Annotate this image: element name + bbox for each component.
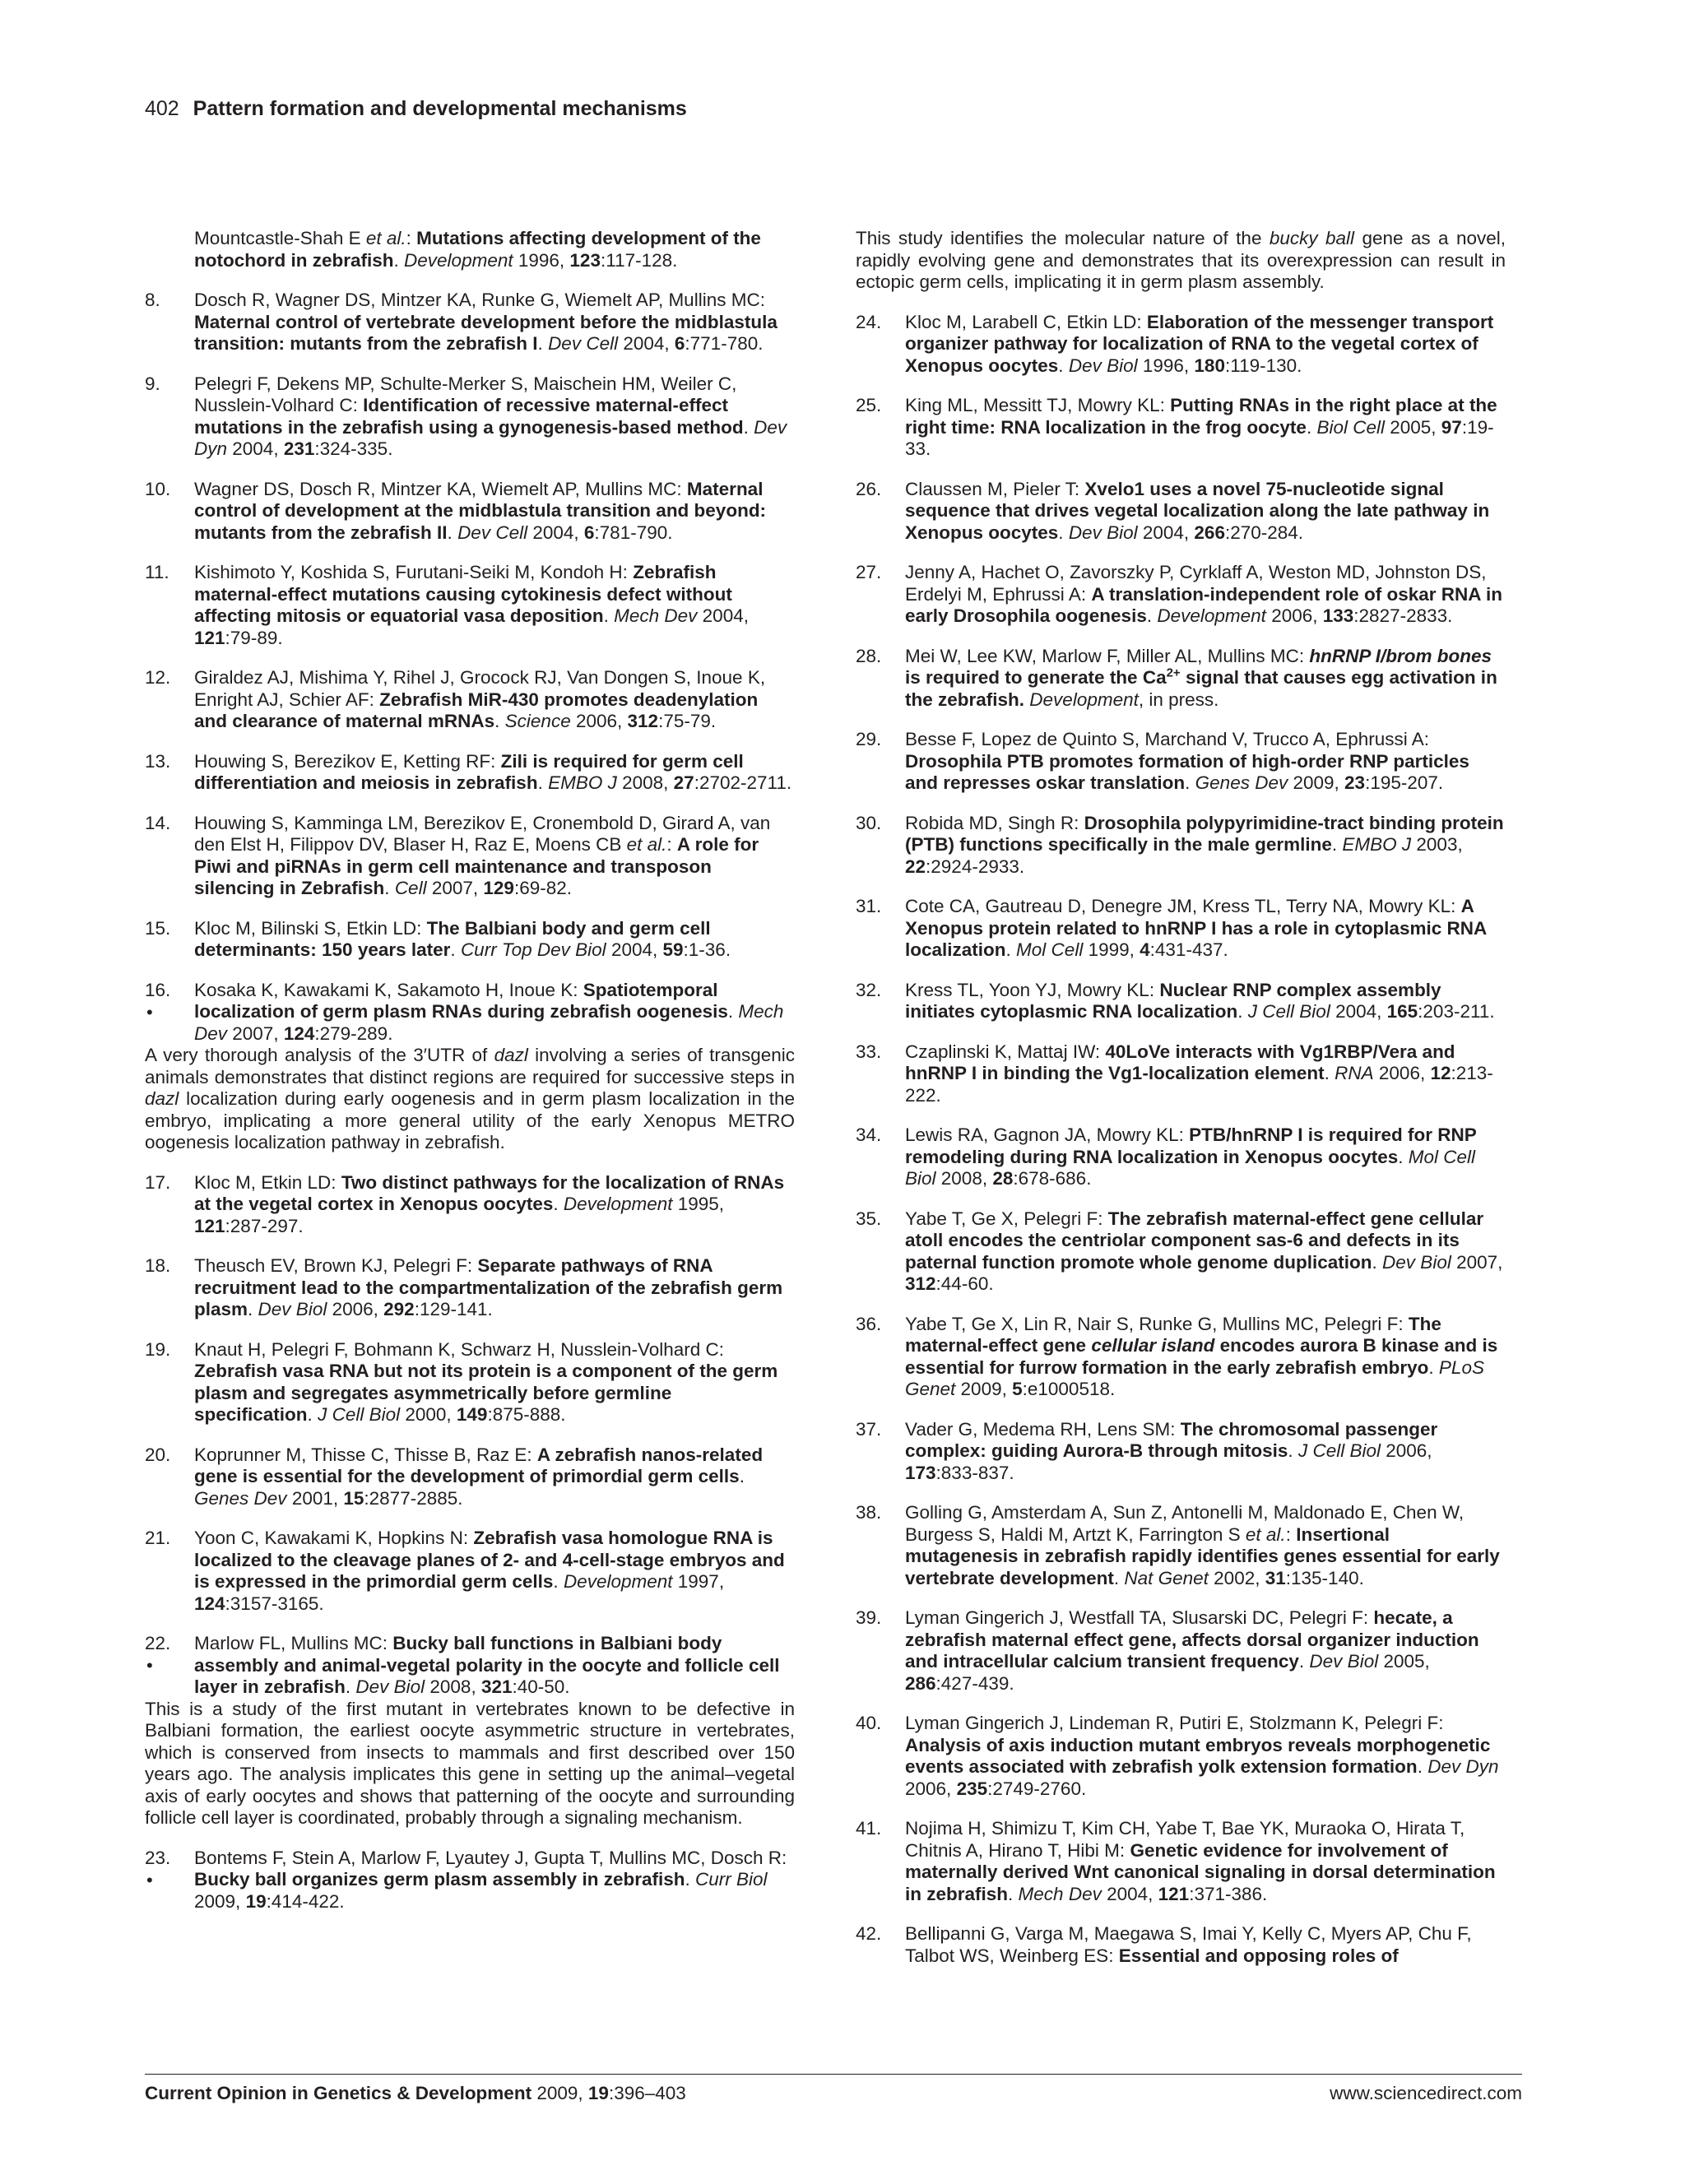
reference-column-right [856, 228, 1506, 1985]
reference-number: 42. [856, 1923, 882, 1944]
reference-number: 19. [145, 1338, 171, 1360]
reference-number: 40. [856, 1713, 882, 1733]
reference-annotation: This study identifies the molecular nature of the bucky ball gene as a novel, rapidly evolving gene and demonstrates that its overexpression can result in ectopic germ cells, implicating it in germ plasm assembly. [856, 228, 1506, 292]
reference-entry: 12. Giraldez AJ, Mishima Y, Rihel J, Grocock RJ, Van Dongen S, Inoue K, Enright AJ, Schier AF: Zebrafish MiR-430 promotes deadenylation and clearance of maternal mRNAs. Science 2006, 312:75-79. [145, 667, 766, 731]
reference-number: 31. [856, 896, 882, 916]
reference-number: 28. [856, 645, 882, 666]
reference-entry: 8. Dosch R, Wagner DS, Mintzer KA, Runke G, Wiemelt AP, Mullins MC: Maternal control of vertebrate development before the midblastula transition: mutants from the zebrafish I. Dev Cell 2004, 6:771-780. [145, 290, 778, 354]
reference-entry: 35. Yabe T, Ge X, Pelegri F: The zebrafish maternal-effect gene cellular atoll encodes the centriolar component sas-6 and defects in its paternal function promote whole genome duplication. Dev Biol 2007, 312:44-60. [856, 1208, 1503, 1294]
footer-url[interactable]: www.sciencedirect.com [1330, 2083, 1522, 2103]
running-head-title: Pattern formation and developmental mechanisms [193, 97, 687, 120]
reference-number: 38. [856, 1502, 882, 1523]
reference-number: 12. [145, 667, 171, 688]
reference-entry: Mountcastle-Shah E et al.: Mutations affecting development of the notochord in zebrafish. Development 1996, 123:117-128. [194, 228, 761, 271]
reference-entry: 28. Mei W, Lee KW, Marlow F, Miller AL, Mullins MC: hnRNP I/brom bones is required to generate the $Ca^{2+}$ signal that causes egg activation in the zebrafish. Development, in press. [856, 645, 1497, 710]
footer-year: 2009, [536, 2083, 583, 2103]
reference-entry: 16. • Kosaka K, Kawakami K, Sakamoto H, Inoue K: Spatiotemporal localization of germ plasm RNAs during zebrafish oogenesis. Mech Dev 2007, 124:279-289. [145, 979, 784, 1044]
footer-journal: Current Opinion in Genetics & Development [145, 2083, 532, 2103]
reference-entry: 22. • Marlow FL, Mullins MC: Bucky ball functions in Balbiani body assembly and animal-vegetal polarity in the oocyte and follicle cell layer in zebrafish. Dev Biol 2008, 321:40-50. [145, 1633, 780, 1697]
reference-entry: 30. Robida MD, Singh R: Drosophila polypyrimidine-tract binding protein (PTB) functions specifically in the male germline. EMBO J 2003, 22:2924-2933. [856, 812, 1504, 877]
reference-entry: 33. Czaplinski K, Mattaj IW: 40LoVe interacts with Vg1RBP/Vera and hnRNP I in binding the Vg1-localization element. RNA 2006, 12:213-222. [856, 1041, 1493, 1106]
reference-entry: 9. Pelegri F, Dekens MP, Schulte-Merker S, Maischein HM, Weiler C, Nusslein-Volhard C: Identification of recessive maternal-effect mutations in the zebrafish using a gynogenesis-based method. Dev Dyn 2004, 231:324-335. [145, 373, 787, 459]
reference-number: 27. [856, 562, 882, 582]
reference-number: 21. [145, 1528, 171, 1548]
page-number: 402 [145, 97, 179, 120]
reference-number: 14. [145, 812, 171, 833]
reference-number: 36. [856, 1313, 882, 1334]
reference-entry: 15. Kloc M, Bilinski S, Etkin LD: The Balbiani body and germ cell determinants: 150 years later. Curr Top Dev Biol 2004, 59:1-36. [145, 917, 731, 960]
reference-entry: 39. Lyman Gingerich J, Westfall TA, Slusarski DC, Pelegri F: hecate, a zebrafish maternal effect gene, affects dorsal organizer induction and intracellular calcium transient frequency. Dev Biol 2005, 286:427-439. [856, 1607, 1479, 1694]
recommended-bullet-icon: • [146, 1001, 153, 1022]
reference-entry: 40. Lyman Gingerich J, Lindeman R, Putiri E, Stolzmann K, Pelegri F: Analysis of axis induction mutant embryos reveals morphogenetic events associated with zebrafish yolk extension formation. Dev Dyn 2006, 235:2749-2760. [856, 1713, 1499, 1799]
reference-number: 9. [145, 373, 160, 394]
reference-entry: 20. Koprunner M, Thisse C, Thisse B, Raz E: A zebrafish nanos-related gene is essential for the development of primordial germ cells. Genes Dev 2001, 15:2877-2885. [145, 1444, 764, 1509]
reference-number: 33. [856, 1041, 882, 1062]
reference-number: 37. [856, 1418, 882, 1440]
reference-column-left [145, 228, 795, 1931]
reference-entry: 25. King ML, Messitt TJ, Mowry KL: Putting RNAs in the right place at the right time: RNA localization in the frog oocyte. Biol Cell 2005, 97:19-33. [856, 395, 1497, 459]
reference-annotation: A very thorough analysis of the 3′UTR of dazl involving a series of transgenic animals demonstrates that distinct regions are required for successive steps in dazl localization during early oogenesis and in germ plasm localization in the embryo, implicating a more general utility of the early Xenopus METRO oogenesis localization pathway in zebrafish. [145, 1045, 795, 1152]
reference-number: 18. [145, 1255, 171, 1276]
reference-entry: 19. Knaut H, Pelegri F, Bohmann K, Schwarz H, Nusslein-Volhard C: Zebrafish vasa RNA but not its protein is a component of the germ plasm and segregates asymmetrically before germline specification. J Cell Biol 2000, 149:875-888. [145, 1338, 778, 1425]
reference-number: 41. [856, 1818, 882, 1839]
reference-entry: 26. Claussen M, Pieler T: Xvelo1 uses a novel 75-nucleotide signal sequence that drives vegetal localization along the late pathway in Xenopus oocytes. Dev Biol 2004, 266:270-284. [856, 478, 1490, 543]
reference-entry: 41. Nojima H, Shimizu T, Kim CH, Yabe T, Bae YK, Muraoka O, Hirata T, Chitnis A, Hirano T, Hibi M: Genetic evidence for involvement of maternally derived Wnt canonical signaling in dorsal determination in zebrafish. Mech Dev 2004, 121:371-386. [856, 1818, 1496, 1904]
reference-annotation: This is a study of the first mutant in vertebrates known to be defective in Balbiani formation, the earliest oocyte asymmetric structure in vertebrates, which is conserved from insects to mammals and first described over 150 years ago. The analysis implicates this gene in setting up the animal–vegetal axis of early oocytes and shows that patterning of the oocyte and surrounding follicle cell layer is coordinated, probably through a signaling mechanism. [145, 1698, 795, 1828]
reference-number: 26. [856, 478, 882, 499]
reference-entry: 14. Houwing S, Kamminga LM, Berezikov E, Cronembold D, Girard A, van den Elst H, Filippov DV, Blaser H, Raz E, Moens CB et al.: A role for Piwi and piRNAs in germ cell maintenance and transposon silencing in Zebrafish. Cell 2007, 129:69-82. [145, 812, 771, 898]
footer-volume: 19 [587, 2083, 609, 2103]
reference-entry: 17. Kloc M, Etkin LD: Two distinct pathways for the localization of RNAs at the vegetal cortex in Xenopus oocytes. Development 1995, 121:287-297. [145, 1171, 785, 1236]
reference-entry: 42. Bellipanni G, Varga M, Maegawa S, Imai Y, Kelly C, Myers AP, Chu F, Talbot WS, Weinberg ES: Essential and opposing roles of [856, 1923, 1472, 1966]
reference-entry: 11. Kishimoto Y, Koshida S, Furutani-Seiki M, Kondoh H: Zebrafish maternal-effect mutations causing cytokinesis defect without affecting mitosis or equatorial vasa deposition. Mech Dev 2004, 121:79-89. [145, 562, 749, 648]
reference-number: 10. [145, 478, 171, 499]
reference-entry: 32. Kress TL, Yoon YJ, Mowry KL: Nuclear RNP complex assembly initiates cytoplasmic RNA localization. J Cell Biol 2004, 165:203-211. [856, 979, 1495, 1022]
reference-number: 32. [856, 979, 882, 1000]
reference-entry: 36. Yabe T, Ge X, Lin R, Nair S, Runke G, Mullins MC, Pelegri F: The maternal-effect gene cellular island encodes aurora B kinase and is essential for furrow formation in the early zebrafish embryo. PLoS Genet 2009, 5:e1000518. [856, 1313, 1498, 1399]
recommended-bullet-icon: • [146, 1869, 153, 1890]
footer-pages: :396–403 [608, 2083, 686, 2103]
reference-entry: 21. Yoon C, Kawakami K, Hopkins N: Zebrafish vasa homologue RNA is localized to the cleavage planes of 2- and 4-cell-stage embryos and is expressed in the primordial germ cells. Development 1997, 124:3157-3165. [145, 1528, 785, 1614]
reference-entry: 31. Cote CA, Gautreau D, Denegre JM, Kress TL, Terry NA, Mowry KL: A Xenopus protein related to hnRNP I has a role in cytoplasmic RNA localization. Mol Cell 1999, 4:431-437. [856, 896, 1487, 960]
reference-number: 13. [145, 750, 171, 772]
reference-number: 8. [145, 290, 160, 310]
footer-citation [145, 2081, 686, 2106]
reference-number: 15. [145, 917, 171, 939]
reference-number: 29. [856, 729, 882, 749]
reference-entry: 34. Lewis RA, Gagnon JA, Mowry KL: PTB/hnRNP I is required for RNP remodeling during RNA localization in Xenopus oocytes. Mol Cell Biol 2008, 28:678-686. [856, 1124, 1477, 1189]
reference-entry: 18. Theusch EV, Brown KJ, Pelegri F: Separate pathways of RNA recruitment lead to the compartmentalization of the zebrafish germ plasm. Dev Biol 2006, 292:129-141. [145, 1255, 783, 1319]
reference-number: 11. [145, 562, 169, 582]
reference-entry: 38. Golling G, Amsterdam A, Sun Z, Antonelli M, Maldonado E, Chen W, Burgess S, Haldi M, Artzt K, Farrington S et al.: Insertional mutagenesis in zebrafish rapidly identifies genes essential for early vertebrate development. Nat Genet 2002, 31:135-140. [856, 1502, 1500, 1588]
reference-number: 25. [856, 395, 882, 415]
reference-entry: 29. Besse F, Lopez de Quinto S, Marchand V, Trucco A, Ephrussi A: Drosophila PTB promotes formation of high-order RNP particles and represses oskar translation. Genes Dev 2009, 23:195-207. [856, 729, 1469, 793]
reference-number: 39. [856, 1607, 882, 1628]
reference-entry: 27. Jenny A, Hachet O, Zavorszky P, Cyrklaff A, Weston MD, Johnston DS, Erdelyi M, Ephrussi A: A translation-independent role of oskar RNA in early Drosophila oogenesis. Development 2006, 133:2827-2833. [856, 562, 1502, 626]
reference-number: 16. [145, 979, 171, 1000]
reference-entry: 13. Houwing S, Berezikov E, Ketting RF: Zili is required for germ cell differentiation and meiosis in zebrafish. EMBO J 2008, 27:2702-2711. [145, 750, 792, 793]
reference-number: 23. [145, 1847, 171, 1868]
footer-rule [145, 2074, 1522, 2075]
reference-number: 20. [145, 1444, 171, 1465]
reference-number: 30. [856, 812, 882, 833]
reference-entry: 24. Kloc M, Larabell C, Etkin LD: Elaboration of the messenger transport organizer pathway for localization of RNA to the vegetal cortex of Xenopus oocytes. Dev Biol 1996, 180:119-130. [856, 311, 1494, 376]
reference-number: 24. [856, 311, 882, 332]
running-header [145, 95, 687, 123]
reference-number: 22. [145, 1633, 171, 1653]
reference-entry: 10. Wagner DS, Dosch R, Mintzer KA, Wiemelt AP, Mullins MC: Maternal control of development at the midblastula transition and beyond: mutants from the zebrafish II. Dev Cell 2004, 6:781-790. [145, 478, 767, 543]
recommended-bullet-icon: • [146, 1655, 153, 1676]
reference-entry: 23. • Bontems F, Stein A, Marlow F, Lyautey J, Gupta T, Mullins MC, Dosch R: Bucky ball organizes germ plasm assembly in zebrafish. Curr Biol 2009, 19:414-422. [145, 1847, 787, 1912]
reference-entry: 37. Vader G, Medema RH, Lens SM: The chromosomal passenger complex: guiding Aurora-B through mitosis. J Cell Biol 2006, 173:833-837. [856, 1418, 1438, 1483]
reference-number: 17. [145, 1171, 171, 1193]
reference-number: 34. [856, 1124, 882, 1145]
reference-number: 35. [856, 1208, 882, 1229]
